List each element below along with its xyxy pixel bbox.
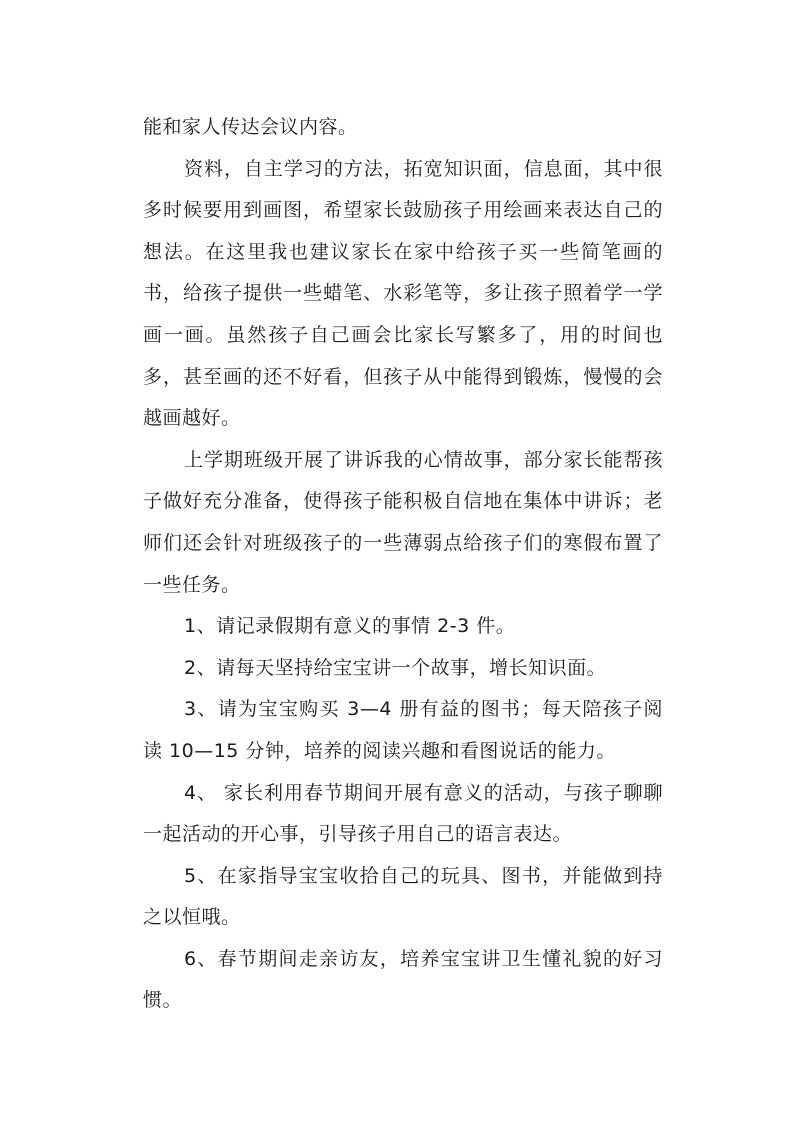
paragraph-drawing-advice: 资料，自主学习的方法，拓宽知识面，信息面，其中很多时候要用到画图，希望家长鼓励孩子用绘画来表达自己的想法。在这里我也建议家长在家中给孩子买一些简笔画的书，给孩子提供一些蜡笔、水彩笔等，多让孩子照着学一学画一画。虽然孩子自己画会比家长写繁多了，用的时间也多，甚至画的还不好看，但孩子从中能得到锻炼，慢慢的会越画越好。 [143,157,663,430]
task-item-2: 2、请每天坚持给宝宝讲一个故事，增长知识面。 [184,656,607,679]
task-item-1: 1、请记录假期有意义的事情 2-3 件。 [184,615,516,638]
task-item-3: 3、请为宝宝购买 3—4 册有益的图书；每天陪孩子阅读 10—15 分钟，培养的阅读兴趣和看图说话的能力。 [143,698,663,762]
task-item-6: 6、春节期间走亲访友，培养宝宝讲卫生懂礼貌的好习惯。 [143,947,663,1012]
task-item-5: 5、在家指导宝宝收拾自己的玩具、图书，并能做到持之以恒哦。 [143,864,663,929]
document-body [143,107,663,1022]
task-item-4: 4、 家长利用春节期间开展有意义的活动，与孩子聊聊一起活动的开心事，引导孩子用自己的语言表达。 [143,781,663,846]
paragraph-intro-continuation: 能和家人传达会议内容。 [143,116,358,138]
paragraph-last-term: 上学期班级开展了讲诉我的心情故事，部分家长能帮孩子做好充分准备，使得孩子能积极自信地在集体中讲诉；老师们还会针对班级孩子的一些薄弱点给孩子们的寒假布置了一些任务。 [143,448,663,596]
